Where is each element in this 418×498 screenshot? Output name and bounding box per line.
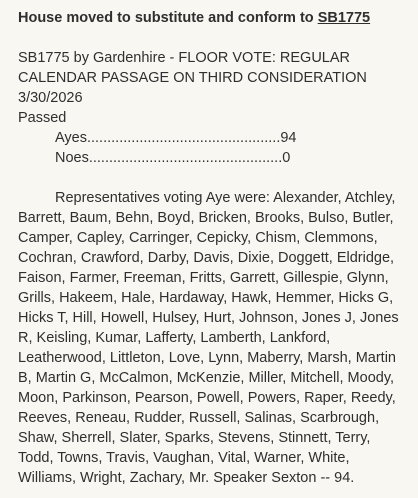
section-spacer <box>18 28 408 48</box>
motion-heading-text: House moved to substitute and conform to <box>18 10 318 26</box>
vote-result: Passed <box>18 110 67 126</box>
representatives-list: Representatives voting Aye were: Alexander, Atchley, Barrett, Baum, Behn, Boyd, Bricken, Brooks, Bulso, Butler, Camper, Capley, Carringer, Cepicky, Chism, Clemmons, Cochran, Crawford, Darby, Davis, Dixie, Doggett, Eldridge, Faison, Farmer, Freeman, Fritts, Garrett, Gillespie, Glynn, Grills, Hakeem, Hale, Hardaway, Hawk, Hemmer, Hicks G, Hicks T, Hill, Howell, Hulsey, Hurt, Johnson, Jones J, Jones R, Keisling, Kumar, Lafferty, Lamberth, Lankford, Leatherwood, Littleton, Love, Lynn, Maberry, Marsh, Martin B, Martin G, McCalmon, McKenzie, Miller, Mitchell, Moody, Moon, Parkinson, Pearson, Powell, Powers, Raper, Reedy, Reeves, Reneau, Rudder, Russell, Salinas, Scarbrough, Shaw, Sherrell, Slater, Sparks, Stevens, Stinnett, Terry, Todd, Towns, Travis, Vaughan, Vital, Warner, White, Williams, Wright, Zachary, Mr. Speaker Sexton -- 94. <box>18 190 399 486</box>
ayes-tally: Ayes................................................94 <box>55 130 297 146</box>
motion-heading <box>18 8 408 28</box>
vote-title-line-1: SB1775 by Gardenhire - FLOOR VOTE: REGULAR <box>18 50 351 66</box>
bill-link[interactable]: SB1775 <box>317 10 371 26</box>
section-spacer <box>18 168 408 188</box>
vote-title-line-2: CALENDAR PASSAGE ON THIRD CONSIDERATION <box>18 70 367 86</box>
vote-date: 3/30/2026 <box>18 90 83 106</box>
noes-tally: Noes................................................0 <box>55 150 291 166</box>
